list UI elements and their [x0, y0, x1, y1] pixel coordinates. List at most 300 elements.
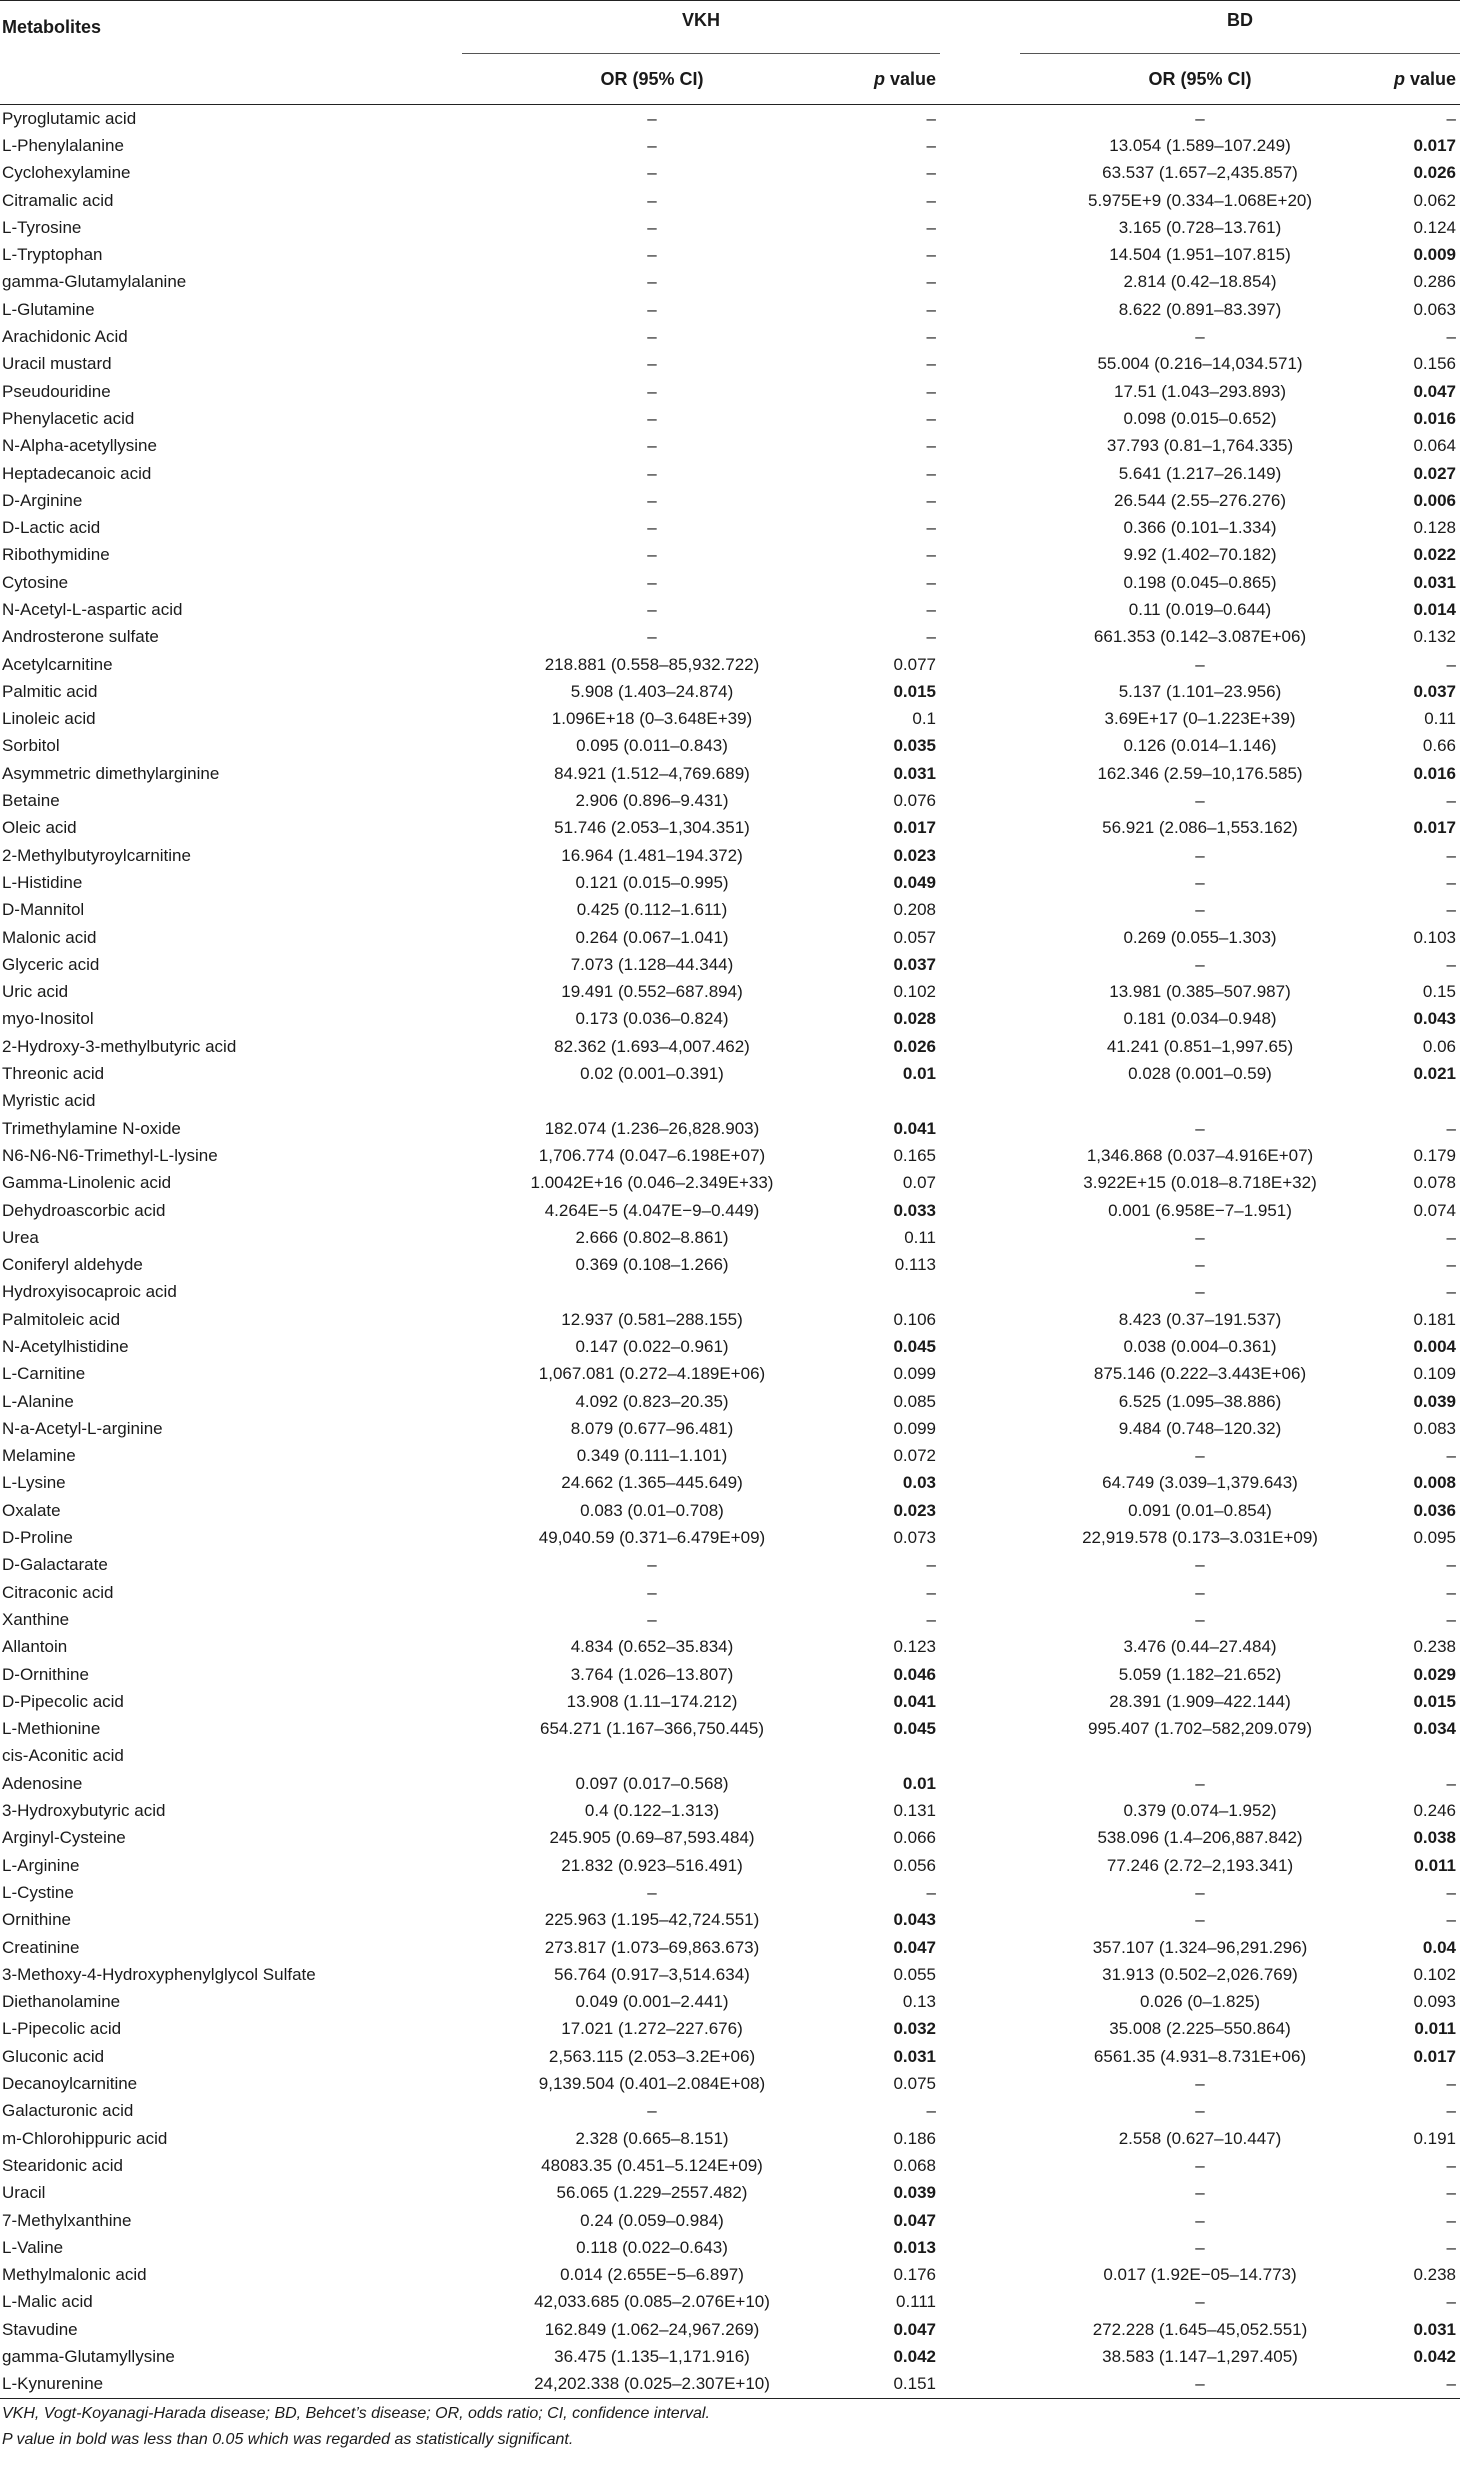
table-row — [0, 296, 1460, 323]
metabolite-name: L-Glutamine — [2, 299, 95, 319]
vkh-p-cell: 0.045 — [893, 1719, 937, 1739]
vkh-or-cell: 16.964 (1.481–194.372) — [561, 845, 743, 865]
gap-cell — [940, 2207, 1020, 2234]
table-row — [0, 378, 1460, 405]
gap-cell — [940, 1606, 1020, 1633]
gap-cell — [940, 897, 1020, 924]
vkh-p-cell: 0.047 — [893, 2210, 937, 2230]
table-row — [0, 1524, 1460, 1551]
metabolite-name: gamma-Glutamylalanine — [2, 272, 187, 292]
bd-or-cell: 5.059 (1.182–21.652) — [1118, 1664, 1282, 1684]
bd-or-cell: 26.544 (2.55–276.276) — [1113, 490, 1287, 510]
bd-or-cell — [1020, 1743, 1380, 1770]
vkh-p-cell: 0.066 — [893, 1828, 937, 1848]
vkh-or-cell: 82.362 (1.693–4,007.462) — [554, 1036, 750, 1056]
bd-p-cell: 0.286 — [1413, 272, 1457, 292]
bd-or-cell: 63.537 (1.657–2,435.857) — [1102, 163, 1298, 183]
gap-cell — [940, 241, 1020, 268]
bd-or-cell: 41.241 (0.851–1,997.65) — [1106, 1036, 1294, 1056]
vkh-p-rest: value — [884, 68, 937, 89]
gap-cell — [940, 1251, 1020, 1278]
metabolite-name: D-Arginine — [2, 490, 83, 510]
bd-p-cell: – — [1446, 654, 1457, 674]
vkh-p-cell: – — [926, 572, 937, 592]
gap-cell — [940, 1852, 1020, 1879]
bd-or-cell: – — [1195, 2237, 1205, 2257]
gap-cell — [940, 105, 1020, 133]
table-row — [0, 1170, 1460, 1197]
vkh-or-cell: 5.908 (1.403–24.874) — [570, 681, 734, 701]
vkh-p-cell: 0.072 — [893, 1446, 937, 1466]
bd-or-cell: 0.181 (0.034–0.948) — [1123, 1009, 1277, 1029]
vkh-p-cell: 0.102 — [893, 982, 937, 1002]
bd-p-cell: – — [1446, 2210, 1457, 2230]
gap-cell — [940, 187, 1020, 214]
bd-or-cell: 64.749 (3.039–1,379.643) — [1102, 1473, 1298, 1493]
table-row — [0, 1006, 1460, 1033]
gap-cell — [940, 760, 1020, 787]
bd-p-cell: 0.004 — [1413, 1337, 1457, 1356]
bd-or-cell: 35.008 (2.225–550.864) — [1109, 2019, 1291, 2039]
bd-p-cell — [1380, 1088, 1460, 1115]
bd-p-cell: 0.038 — [1413, 1828, 1457, 1848]
metabolite-name: Xanthine — [2, 1609, 70, 1629]
metabolite-name: Androsterone sulfate — [2, 627, 159, 647]
vkh-p-italic: p — [873, 68, 885, 89]
vkh-p-cell: 0.165 — [893, 1145, 937, 1165]
bd-p-cell: 0.047 — [1413, 381, 1457, 401]
bd-p-cell: 0.063 — [1413, 299, 1457, 319]
bd-or-cell: 661.353 (0.142–3.087E+06) — [1093, 627, 1307, 647]
bd-p-cell: – — [1446, 1446, 1457, 1466]
vkh-or-cell: 0.02 (0.001–0.391) — [580, 1064, 724, 1084]
vkh-p-cell: 0.017 — [893, 818, 937, 838]
table-row — [0, 1443, 1460, 1470]
table-row — [0, 1115, 1460, 1142]
table-row — [0, 2289, 1460, 2316]
bd-p-cell: 0.031 — [1413, 2319, 1457, 2339]
metabolite-name: Linoleic acid — [2, 709, 96, 729]
table-row — [0, 187, 1460, 214]
metabolite-name: Asymmetric dimethylarginine — [2, 763, 220, 783]
bd-or-cell: 2.558 (0.627–10.447) — [1118, 2128, 1282, 2148]
gap-cell — [940, 433, 1020, 460]
vkh-or-cell: 0.173 (0.036–0.824) — [575, 1009, 729, 1029]
bd-or-cell: 37.793 (0.81–1,764.335) — [1106, 436, 1294, 456]
gap-cell — [940, 2016, 1020, 2043]
metabolite-name: Decanoylcarnitine — [2, 2074, 138, 2094]
bd-or-cell: 357.107 (1.324–96,291.296) — [1092, 1937, 1308, 1957]
bd-or-cell: 8.423 (0.37–191.537) — [1118, 1309, 1282, 1329]
gap-cell — [940, 1770, 1020, 1797]
bd-or-cell: 6561.35 (4.931–8.731E+06) — [1093, 2046, 1307, 2066]
table-row — [0, 706, 1460, 733]
bd-p-cell: – — [1446, 2101, 1457, 2121]
vkh-p-cell: 0.13 — [902, 1992, 937, 2012]
bd-or-cell: – — [1195, 1282, 1205, 1302]
bd-group-label: BD — [1227, 9, 1254, 30]
bd-or-cell: 13.981 (0.385–507.987) — [1109, 982, 1291, 1002]
vkh-or-cell: – — [647, 463, 657, 483]
table-row — [0, 2371, 1460, 2399]
vkh-or-cell: 225.963 (1.195–42,724.551) — [544, 1910, 760, 1930]
metabolite-name: Gluconic acid — [2, 2046, 105, 2066]
gap-cell — [940, 815, 1020, 842]
vkh-p-cell: 0.023 — [893, 1500, 937, 1520]
bd-or-cell: – — [1195, 954, 1205, 974]
metabolite-name: Heptadecanoic acid — [2, 463, 152, 483]
vkh-p-cell: – — [926, 1882, 937, 1902]
vkh-or-cell: – — [647, 1609, 657, 1629]
bd-or-cell: 28.391 (1.909–422.144) — [1109, 1691, 1291, 1711]
vkh-p-cell: 0.099 — [893, 1418, 937, 1438]
vkh-or-cell: – — [647, 108, 657, 128]
bd-or-cell: 0.366 (0.101–1.334) — [1123, 518, 1277, 538]
vkh-or-cell: 24.662 (1.365–445.649) — [561, 1473, 743, 1493]
table-row — [0, 815, 1460, 842]
vkh-or-cell: 8.079 (0.677–96.481) — [570, 1418, 734, 1438]
bd-p-cell: 0.008 — [1413, 1473, 1457, 1493]
vkh-or-cell: 56.065 (1.229–2557.482) — [556, 2183, 748, 2203]
bd-p-cell — [1380, 1743, 1460, 1770]
bd-p-cell: 0.109 — [1413, 1364, 1457, 1384]
table-row — [0, 979, 1460, 1006]
gap-cell — [940, 1006, 1020, 1033]
metabolite-name: 2-Methylbutyroylcarnitine — [2, 845, 191, 865]
metabolite-name: m-Chlorohippuric acid — [2, 2128, 168, 2148]
vkh-p-cell — [842, 1279, 940, 1306]
metabolite-name: L-Phenylalanine — [2, 135, 124, 155]
bd-or-cell: 77.246 (2.72–2,193.341) — [1106, 1855, 1294, 1875]
bd-or-header: OR (95% CI) — [1020, 54, 1380, 105]
bd-or-cell: – — [1195, 791, 1205, 811]
table-row — [0, 1552, 1460, 1579]
vkh-p-cell: 0.041 — [893, 1691, 937, 1711]
metabolite-name: Oleic acid — [2, 818, 77, 838]
bd-or-cell: 0.091 (0.01–0.854) — [1128, 1500, 1272, 1520]
gap-cell — [940, 2043, 1020, 2070]
vkh-or-cell: 3.764 (1.026–13.807) — [570, 1664, 734, 1684]
table-row — [0, 2234, 1460, 2261]
vkh-or-cell: 4.834 (0.652–35.834) — [570, 1637, 734, 1657]
bd-p-cell: – — [1446, 900, 1457, 920]
table-row — [0, 869, 1460, 896]
vkh-p-cell: 0.131 — [893, 1801, 937, 1821]
bd-p-header — [1380, 54, 1460, 105]
vkh-p-cell: 0.035 — [893, 736, 937, 756]
vkh-or-cell: 245.905 (0.69–87,593.484) — [549, 1828, 755, 1848]
gap-cell — [940, 1716, 1020, 1743]
vkh-p-cell: – — [926, 490, 937, 510]
vkh-p-cell: – — [926, 272, 937, 292]
metabolite-name: Creatinine — [2, 1937, 80, 1957]
gap-cell — [940, 132, 1020, 159]
vkh-or-cell: 273.817 (1.073–69,863.673) — [544, 1937, 760, 1957]
gap-cell — [940, 2125, 1020, 2152]
bd-p-cell: 0.006 — [1413, 490, 1457, 510]
vkh-p-cell: 0.032 — [893, 2019, 937, 2039]
bd-p-cell: 0.027 — [1413, 463, 1457, 483]
metabolite-name: Ornithine — [2, 1910, 71, 1930]
bd-or-cell: 0.11 (0.019–0.644) — [1128, 599, 1272, 619]
bd-p-cell: – — [1446, 2155, 1457, 2175]
bd-or-cell: – — [1195, 1446, 1205, 1466]
gap-cell — [940, 1825, 1020, 1852]
vkh-or-cell: 0.264 (0.067–1.041) — [575, 927, 729, 947]
metabolite-name: Urea — [2, 1227, 39, 1247]
bd-or-cell: – — [1195, 1227, 1205, 1247]
metabolite-name: 3-Methoxy-4-Hydroxyphenylglycol Sulfate — [2, 1964, 316, 1984]
metabolite-name: L-Carnitine — [2, 1364, 86, 1384]
vkh-p-cell: 0.03 — [902, 1473, 937, 1493]
vkh-p-cell: 0.01 — [902, 1064, 937, 1084]
bd-p-cell: 0.132 — [1413, 627, 1457, 647]
vkh-p-cell: 0.043 — [893, 1910, 937, 1930]
vkh-p-cell: – — [926, 627, 937, 647]
metabolite-name: N-Alpha-acetyllysine — [2, 436, 157, 456]
metabolite-name: D-Ornithine — [2, 1664, 89, 1684]
vkh-p-cell: – — [926, 2101, 937, 2121]
gap-cell — [940, 787, 1020, 814]
bd-p-cell: – — [1446, 954, 1457, 974]
bd-p-cell: 0.031 — [1413, 572, 1457, 592]
vkh-p-cell: – — [926, 190, 937, 210]
vkh-or-cell: – — [647, 408, 657, 428]
bd-p-cell: 0.66 — [1422, 736, 1457, 756]
vkh-p-cell: 0.176 — [893, 2265, 937, 2285]
bd-p-cell: 0.103 — [1413, 927, 1457, 947]
table-row — [0, 1251, 1460, 1278]
metabolite-name: D-Galactarate — [2, 1555, 108, 1575]
vkh-or-cell: – — [647, 135, 657, 155]
vkh-or-cell: – — [647, 1882, 657, 1902]
vkh-or-cell: 4.264E−5 (4.047E−9–0.449) — [544, 1200, 760, 1220]
gap-cell — [940, 460, 1020, 487]
metabolite-name: Glyceric acid — [2, 954, 100, 974]
bd-p-cell: 0.181 — [1413, 1309, 1457, 1329]
table-row — [0, 1688, 1460, 1715]
bd-or-cell: 875.146 (0.222–3.443E+06) — [1093, 1364, 1307, 1384]
table-row — [0, 1060, 1460, 1087]
table-row — [0, 842, 1460, 869]
bd-p-cell: 0.026 — [1413, 163, 1457, 183]
table-row — [0, 1934, 1460, 1961]
table-row — [0, 323, 1460, 350]
vkh-or-cell: 2.328 (0.665–8.151) — [575, 2128, 729, 2148]
metabolite-name: Stavudine — [2, 2319, 78, 2339]
vkh-or-cell: 0.24 (0.059–0.984) — [580, 2210, 724, 2230]
table-row — [0, 105, 1460, 133]
bd-p-cell: 0.009 — [1413, 245, 1457, 265]
vkh-or-cell: 0.095 (0.011–0.843) — [576, 736, 728, 756]
vkh-group-label: VKH — [682, 9, 721, 30]
metabolite-name: D-Proline — [2, 1528, 73, 1548]
bd-or-cell: 5.641 (1.217–26.149) — [1118, 463, 1282, 483]
bd-or-cell: – — [1195, 108, 1205, 128]
vkh-or-cell: 1,706.774 (0.047–6.198E+07) — [538, 1145, 766, 1165]
bd-p-cell: 0.074 — [1413, 1200, 1457, 1220]
bd-p-cell: – — [1446, 2074, 1457, 2094]
bd-or-cell: – — [1195, 1773, 1205, 1793]
metabolite-name: Threonic acid — [2, 1064, 105, 1084]
footnote-abbreviations: VKH, Vogt-Koyanagi-Harada disease; BD, Behcet’s disease; OR, odds ratio; CI, confidence interval. — [2, 2404, 710, 2422]
vkh-group-header — [462, 1, 940, 54]
table-row — [0, 2152, 1460, 2179]
bd-or-cell: 272.228 (1.645–45,052.551) — [1092, 2319, 1308, 2339]
bd-p-cell: 0.017 — [1413, 2046, 1457, 2066]
gap-cell — [940, 733, 1020, 760]
metabolite-name: Pyroglutamic acid — [2, 108, 137, 128]
bd-p-cell: – — [1446, 1227, 1457, 1247]
gap-cell — [940, 296, 1020, 323]
metabolite-name: Gamma-Linolenic acid — [2, 1173, 172, 1193]
vkh-or-cell: 0.014 (2.655E−5–6.897) — [560, 2265, 744, 2285]
vkh-or-cell: – — [647, 1582, 657, 1602]
vkh-or-cell: 49,040.59 (0.371–6.479E+09) — [538, 1528, 766, 1548]
bd-p-cell: 0.093 — [1413, 1992, 1457, 2012]
bd-p-italic: p — [1393, 68, 1405, 89]
bd-or-cell: 2.814 (0.42–18.854) — [1123, 272, 1277, 292]
gap-cell — [940, 1797, 1020, 1824]
bd-or-cell: 14.504 (1.951–107.815) — [1109, 245, 1291, 265]
vkh-p-cell: 0.186 — [893, 2128, 937, 2148]
bd-p-cell: 0.179 — [1413, 1145, 1457, 1165]
gap-cell — [940, 1415, 1020, 1442]
vkh-p-cell: – — [926, 436, 937, 456]
bd-p-cell: 0.083 — [1413, 1418, 1457, 1438]
bd-p-cell: 0.016 — [1413, 763, 1457, 783]
table-body — [0, 105, 1460, 2399]
bd-or-cell: 538.096 (1.4–206,887.842) — [1097, 1828, 1303, 1848]
vkh-or-cell: – — [647, 299, 657, 319]
bd-or-cell: 0.026 (0–1.825) — [1139, 1992, 1261, 2012]
bd-or-cell: – — [1195, 872, 1205, 892]
vkh-p-cell: – — [926, 299, 937, 319]
vkh-or-cell: 0.049 (0.001–2.441) — [575, 1992, 729, 2012]
metabolite-name: Citramalic acid — [2, 190, 114, 210]
gap-cell — [940, 1524, 1020, 1551]
bd-or-cell: – — [1195, 1882, 1205, 1902]
gap-cell — [940, 514, 1020, 541]
vkh-or-cell: 0.118 (0.022–0.643) — [576, 2237, 728, 2257]
table-row — [0, 1907, 1460, 1934]
bd-or-cell: 3.476 (0.44–27.484) — [1123, 1637, 1277, 1657]
bd-p-rest: value — [1404, 68, 1457, 89]
vkh-or-cell: – — [647, 217, 657, 237]
metabolite-name: Sorbitol — [2, 736, 60, 756]
metabolites-header: Metabolites — [0, 1, 462, 54]
metabolite-name: Hydroxyisocaproic acid — [2, 1282, 177, 1302]
vkh-p-cell: 0.045 — [893, 1337, 937, 1356]
bd-or-cell: 8.622 (0.891–83.397) — [1118, 299, 1282, 319]
gap-cell — [940, 1333, 1020, 1360]
table-row — [0, 269, 1460, 296]
table-row — [0, 596, 1460, 623]
bd-or-cell: – — [1195, 845, 1205, 865]
bd-p-cell: 0.036 — [1413, 1500, 1457, 1520]
gap-cell — [940, 979, 1020, 1006]
gap-cell — [940, 924, 1020, 951]
bd-or-cell: 55.004 (0.216–14,034.571) — [1097, 354, 1303, 374]
metabolite-name: L-Cystine — [2, 1882, 74, 1902]
gap-cell — [940, 2070, 1020, 2097]
gap-cell — [940, 323, 1020, 350]
bd-or-cell: – — [1195, 2292, 1205, 2312]
bd-or-cell: 5.975E+9 (0.334–1.068E+20) — [1088, 190, 1313, 210]
gap-cell — [940, 1443, 1020, 1470]
metabolite-name: Palmitoleic acid — [2, 1309, 121, 1329]
bd-p-cell: 0.102 — [1413, 1964, 1457, 1984]
vkh-or-cell: 0.369 (0.108–1.266) — [575, 1255, 729, 1275]
vkh-or-cell: 162.849 (1.062–24,967.269) — [544, 2319, 760, 2339]
gap-cell — [940, 869, 1020, 896]
metabolite-name: Adenosine — [2, 1773, 83, 1793]
metabolite-name: N-Acetylhistidine — [2, 1337, 129, 1356]
metabolite-name: N6-N6-N6-Trimethyl-L-lysine — [2, 1145, 218, 1165]
gap-cell — [940, 1470, 1020, 1497]
bd-p-cell: 0.238 — [1413, 1637, 1457, 1657]
table-row — [0, 2180, 1460, 2207]
vkh-p-cell: 0.106 — [893, 1309, 937, 1329]
vkh-or-cell: 0.4 (0.122–1.313) — [584, 1801, 720, 1821]
gap-cell — [940, 1579, 1020, 1606]
vkh-or-cell: – — [647, 327, 657, 347]
vkh-or-cell — [462, 1743, 842, 1770]
vkh-p-cell: 0.077 — [893, 654, 937, 674]
table-row — [0, 1306, 1460, 1333]
bd-p-cell: 0.124 — [1413, 217, 1457, 237]
vkh-p-cell: 0.208 — [893, 900, 937, 920]
gap-cell — [940, 624, 1020, 651]
bd-p-cell: 0.11 — [1424, 709, 1457, 729]
vkh-p-cell: – — [926, 245, 937, 265]
bd-or-cell: 3.69E+17 (0–1.223E+39) — [1104, 709, 1296, 729]
vkh-p-cell: 0.111 — [895, 2292, 937, 2312]
vkh-p-cell: 0.075 — [893, 2074, 937, 2094]
gap-cell — [940, 1688, 1020, 1715]
vkh-p-cell: 0.039 — [893, 2183, 937, 2203]
bd-p-cell: 0.246 — [1413, 1801, 1457, 1821]
table-row — [0, 569, 1460, 596]
bd-or-cell: 0.126 (0.014–1.146) — [1123, 736, 1277, 756]
bd-or-cell: 0.098 (0.015–0.652) — [1123, 408, 1277, 428]
bd-or-cell: – — [1195, 900, 1205, 920]
bd-or-cell: 995.407 (1.702–582,209.079) — [1088, 1719, 1313, 1739]
bd-p-cell: 0.011 — [1414, 1855, 1457, 1875]
metabolite-name: Uracil — [2, 2183, 46, 2203]
table-row — [0, 1033, 1460, 1060]
bd-p-cell: 0.015 — [1413, 1691, 1457, 1711]
bd-p-cell: 0.238 — [1413, 2265, 1457, 2285]
gap-cell — [940, 1088, 1020, 1115]
metabolite-name: Coniferyl aldehyde — [2, 1255, 143, 1275]
gap-cell — [940, 1879, 1020, 1906]
metabolite-name: L-Pipecolic acid — [2, 2019, 122, 2039]
bd-p-cell: – — [1446, 1118, 1457, 1138]
metabolite-name: L-Valine — [2, 2237, 64, 2257]
bd-p-cell: – — [1446, 1255, 1457, 1275]
bd-p-cell: 0.043 — [1413, 1009, 1457, 1029]
bd-or-cell: 0.028 (0.001–0.59) — [1128, 1064, 1272, 1084]
table-row — [0, 1634, 1460, 1661]
table-row — [0, 1388, 1460, 1415]
table-row — [0, 2125, 1460, 2152]
table-row — [0, 1333, 1460, 1360]
metabolite-name: L-Alanine — [2, 1391, 74, 1411]
bd-p-cell: – — [1446, 1282, 1457, 1302]
bd-or-cell: – — [1195, 1255, 1205, 1275]
vkh-p-cell: – — [926, 135, 937, 155]
